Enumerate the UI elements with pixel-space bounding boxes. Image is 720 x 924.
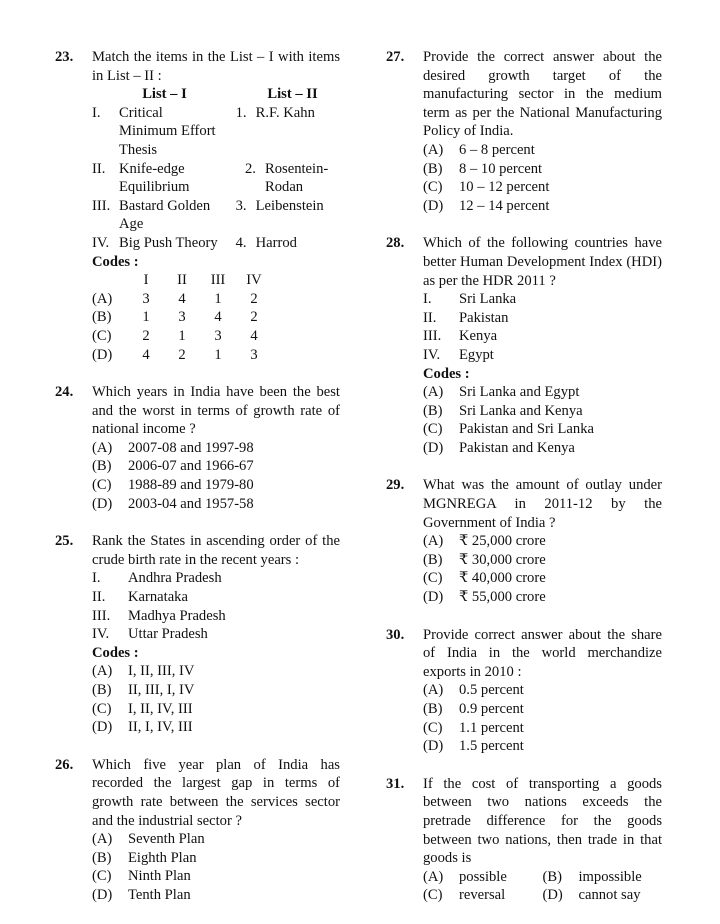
question-number: 25. (55, 533, 74, 550)
option-label: (C) (92, 868, 112, 885)
option-label: (B) (423, 402, 443, 419)
list-item (423, 346, 662, 365)
option-label: (B) (92, 682, 112, 698)
codes-column-header: III (210, 272, 226, 289)
item-label: III. (423, 328, 442, 345)
list-1-header: List – I (142, 86, 187, 103)
option-label: (B) (92, 309, 112, 326)
option-text: 1.5 percent (459, 738, 524, 755)
list-2-label: 1. (235, 104, 247, 121)
code-value: 1 (142, 309, 150, 326)
question-26 (55, 756, 340, 905)
match-row (55, 234, 340, 253)
option-label: (B) (92, 849, 112, 866)
answer-option (92, 830, 340, 849)
option-label: (A) (423, 533, 444, 550)
answer-option (423, 532, 662, 551)
option-label: (B) (423, 701, 443, 717)
option-label: (B) (542, 868, 562, 885)
code-value: 4 (178, 290, 186, 307)
list-2-item: Rosentein-Rodan (265, 160, 329, 196)
answer-option (423, 569, 662, 588)
option-text: ₹ 25,000 crore (459, 533, 546, 550)
question-25 (55, 532, 340, 737)
answer-option (423, 551, 662, 570)
option-label: (D) (423, 738, 444, 755)
option-text: Sri Lanka and Kenya (459, 402, 583, 419)
list-2-item: Leibenstein (255, 197, 324, 214)
left-column (55, 48, 340, 924)
code-value: 3 (250, 346, 258, 363)
option-text: 10 – 12 percent (459, 179, 550, 196)
codes-row (92, 327, 272, 346)
item-label: III. (92, 607, 111, 624)
option-label: (A) (92, 831, 113, 848)
option-label: (D) (92, 886, 113, 903)
answer-option (423, 160, 662, 179)
option-label: (A) (423, 868, 444, 885)
answer-option (92, 681, 340, 700)
answer-option (423, 588, 662, 607)
code-value: 3 (142, 290, 150, 307)
answer-option (543, 868, 663, 887)
item-label: IV. (92, 626, 110, 643)
item-label: IV. (423, 346, 441, 363)
option-text: Sri Lanka and Egypt (459, 384, 580, 401)
answer-option (423, 178, 662, 197)
option-label: (C) (423, 179, 443, 196)
option-label: (C) (92, 700, 112, 717)
list-2-label: 3. (235, 197, 247, 214)
right-column (386, 48, 662, 924)
option-text: ₹ 55,000 crore (459, 589, 546, 606)
list-1-item: Critical Minimum Effort Thesis (119, 104, 216, 158)
option-label: (B) (92, 458, 112, 475)
list-2-label: 2. (245, 160, 256, 177)
codes-label: Codes : (423, 365, 470, 382)
answer-option (92, 700, 340, 719)
list-1-item: Knife-edge Equilibrium (119, 160, 190, 196)
question-23 (55, 48, 340, 364)
list-1-label: II. (92, 160, 106, 177)
code-value: 2 (250, 290, 258, 307)
answer-option (423, 886, 543, 905)
item-text: Kenya (459, 328, 498, 345)
item-label: II. (423, 309, 437, 326)
option-label: (A) (423, 682, 444, 699)
option-text: Tenth Plan (128, 886, 191, 903)
question-text: What was the amount of outlay under MGNREGA in 2011-12 by the Government of India ? (423, 477, 662, 531)
option-text: ₹ 40,000 crore (459, 570, 546, 587)
code-value: 4 (214, 309, 222, 326)
option-text: Pakistan and Kenya (459, 439, 575, 456)
option-text: 0.9 percent (459, 701, 524, 717)
option-label: (C) (92, 327, 112, 344)
list-2-item: R.F. Kahn (255, 104, 315, 121)
option-label: (D) (423, 439, 444, 456)
question-number: 31. (386, 775, 405, 792)
option-label: (C) (92, 477, 112, 494)
answer-option (92, 439, 340, 458)
item-text: Pakistan (459, 309, 509, 326)
option-text: Pakistan and Sri Lanka (459, 421, 594, 438)
option-text: 6 – 8 percent (459, 141, 535, 158)
option-label: (C) (423, 719, 443, 736)
list-1-item: Big Push Theory (119, 234, 218, 251)
option-text: Seventh Plan (128, 831, 205, 848)
answer-option (423, 383, 662, 402)
question-text: Provide correct answer about the share of India in the world merchandize exports in 2010 : (423, 626, 662, 680)
code-value: 3 (178, 309, 186, 326)
codes-row (92, 290, 272, 309)
codes-label: Codes : (92, 644, 139, 661)
answer-option (92, 662, 340, 681)
option-label: (D) (542, 887, 563, 904)
option-label: (D) (92, 495, 113, 512)
answer-option (423, 420, 662, 439)
option-label: (A) (92, 663, 113, 680)
option-text: II, I, IV, III (128, 719, 193, 736)
option-text: 1.1 percent (459, 719, 524, 736)
list-item (92, 607, 340, 626)
option-label: (D) (423, 197, 444, 214)
option-text: I, II, IV, III (128, 700, 193, 717)
match-row (55, 104, 340, 160)
question-number: 24. (55, 384, 74, 401)
answer-option (423, 439, 662, 458)
option-text: 2003-04 and 1957-58 (128, 495, 254, 512)
list-item (92, 569, 340, 588)
option-label: (A) (423, 384, 444, 401)
question-number: 23. (55, 49, 74, 65)
code-value: 2 (178, 346, 186, 363)
list-1-label: III. (92, 197, 111, 214)
option-label: (C) (423, 887, 443, 904)
answer-option-row (423, 886, 662, 905)
code-value: 1 (178, 327, 186, 344)
question-number: 29. (386, 477, 405, 494)
answer-option (423, 737, 662, 756)
code-value: 1 (214, 346, 222, 363)
question-text: Which of the following countries have better Human Development Index (HDI) as per the HDR 2011 ? (423, 235, 662, 289)
answer-option (92, 476, 340, 495)
answer-option (423, 141, 662, 160)
answer-option (423, 868, 543, 887)
question-30 (386, 626, 662, 756)
option-text: reversal (459, 887, 506, 904)
list-item (92, 588, 340, 607)
answer-option (92, 495, 340, 514)
question-number: 28. (386, 235, 405, 252)
code-value: 4 (250, 327, 258, 344)
match-row (55, 197, 340, 234)
question-number: 26. (55, 756, 74, 773)
item-text: Egypt (459, 346, 494, 363)
question-text: Which years in India have been the best and the worst in terms of growth rate of national income ? (92, 384, 340, 438)
option-label: (D) (92, 719, 113, 736)
question-29 (386, 476, 662, 606)
answer-option (92, 849, 340, 868)
codes-row (92, 346, 272, 365)
option-text: Ninth Plan (128, 868, 191, 885)
option-text: ₹ 30,000 crore (459, 551, 546, 568)
answer-option (423, 402, 662, 421)
option-text: 2006-07 and 1966-67 (128, 458, 254, 475)
question-text: Rank the States in ascending order of the crude birth rate in the recent years : (92, 533, 340, 568)
question-28 (386, 234, 662, 457)
option-label: (C) (423, 421, 443, 438)
question-number: 27. (386, 49, 405, 65)
option-text: cannot say (578, 887, 641, 904)
code-value: 3 (214, 327, 222, 344)
list-1-label: I. (92, 104, 101, 121)
answer-option-row (423, 868, 662, 887)
list-1-item: Bastard Golden Age (119, 197, 211, 233)
answer-option (423, 681, 662, 700)
question-text: If the cost of transporting a goods between two nations exceeds the pretrade difference for the goods between two nations, then trade in that goods is (423, 775, 662, 867)
match-row (55, 160, 340, 197)
item-text: Sri Lanka (459, 291, 517, 308)
item-text: Karnataka (128, 589, 188, 606)
match-list-headers (92, 85, 340, 104)
list-item (423, 327, 662, 346)
codes-column-header: II (177, 272, 187, 289)
list-2-header: List – II (267, 86, 318, 103)
item-label: II. (92, 589, 106, 606)
code-value: 2 (142, 327, 150, 344)
question-number: 30. (386, 626, 405, 643)
item-text: Madhya Pradesh (128, 607, 226, 624)
codes-column-header: IV (246, 272, 262, 289)
item-label: I. (92, 570, 101, 587)
code-value: 2 (250, 309, 258, 326)
option-text: possible (459, 868, 507, 885)
code-value: 1 (214, 290, 222, 307)
option-label: (A) (92, 439, 113, 456)
code-value: 4 (142, 346, 150, 363)
list-item (92, 625, 340, 644)
option-text: I, II, III, IV (128, 663, 195, 680)
item-text: Andhra Pradesh (128, 570, 222, 587)
list-item (423, 309, 662, 328)
question-text: Provide the correct answer about the desired growth target of the manufacturing sector in the medium term as per the National Manufacturing Policy of India. (423, 49, 662, 140)
question-27 (386, 48, 662, 215)
codes-label: Codes : (92, 253, 139, 270)
item-label: I. (423, 291, 432, 308)
list-2-label: 4. (235, 234, 247, 251)
option-label: (D) (423, 589, 444, 606)
answer-option (423, 197, 662, 216)
option-label: (B) (423, 160, 443, 177)
question-31 (386, 775, 662, 905)
answer-option (423, 719, 662, 738)
option-text: 8 – 10 percent (459, 160, 543, 177)
answer-option (423, 700, 662, 719)
option-text: 0.5 percent (459, 682, 524, 699)
option-text: 2007-08 and 1997-98 (128, 439, 254, 456)
codes-column-header: I (143, 272, 149, 289)
answer-option (92, 867, 340, 886)
answer-option (92, 718, 340, 737)
option-label: (B) (423, 551, 443, 568)
answer-option (543, 886, 663, 905)
option-label: (A) (423, 141, 444, 158)
option-text: 12 – 14 percent (459, 197, 550, 214)
item-text: Uttar Pradesh (128, 626, 208, 643)
codes-row (92, 308, 272, 327)
option-text: impossible (578, 868, 642, 885)
option-label: (D) (92, 346, 113, 363)
option-text: 1988-89 and 1979-80 (128, 477, 254, 494)
list-item (423, 290, 662, 309)
answer-option (92, 886, 340, 905)
question-text: Which five year plan of India has recorded the largest gap in terms of growth rate between the services sector and the industrial sector ? (92, 756, 340, 829)
option-label: (A) (92, 290, 113, 307)
option-text: II, III, I, IV (128, 682, 195, 698)
option-label: (C) (423, 570, 443, 587)
answer-option (92, 457, 340, 476)
question-text: Match the items in the List – I with items in List – II : (92, 49, 340, 84)
codes-header-row (92, 271, 272, 290)
list-2-item: Harrod (255, 234, 297, 251)
option-text: Eighth Plan (128, 849, 197, 866)
question-24 (55, 383, 340, 513)
codes-table (92, 271, 272, 364)
list-1-label: IV. (92, 234, 110, 251)
